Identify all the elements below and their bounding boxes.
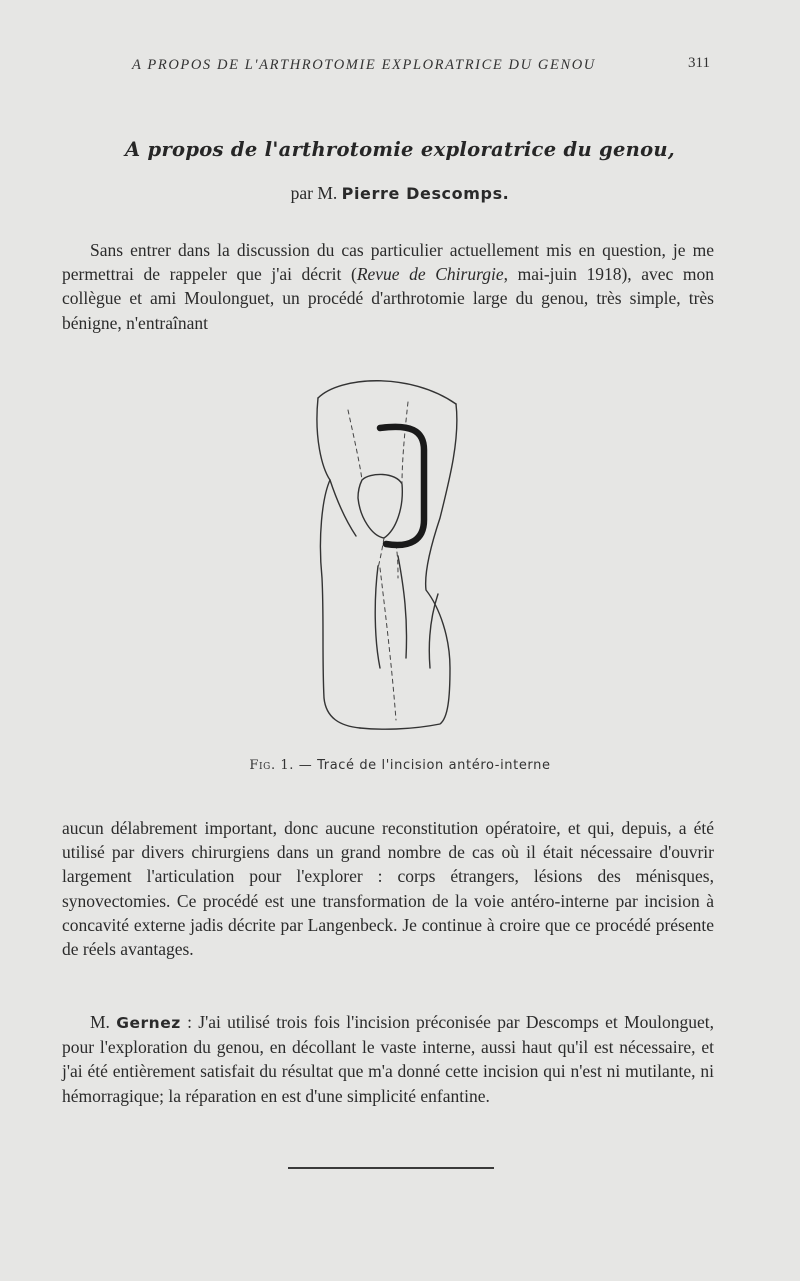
figure-label: Fig. 1. (249, 758, 295, 773)
paragraph-intro-text-b: , mai-juin 1918), avec mon collègue et ami Moulonguet, un procédé d'arthrotomie large du genou, très simple, très bénigne, n'entraînant (62, 264, 714, 333)
speaker-name: Gernez (116, 1014, 181, 1032)
paragraph-gernez-text: : J'ai utilisé trois fois l'incision préconisée par Descomps et Moulonguet, pour l'exploration du genou, en décollant le vaste interne, aussi haut qu'il est nécessaire, et j'ai été entièrement satisfait du résultat que m'a donné cette incision qui n'est ni mutilante, ni hémorragique; la réparation en est d'une simplicité enfantine. (62, 1012, 715, 1106)
thigh-outline-top (318, 381, 456, 404)
article-title: A propos de l'arthrotomie exploratrice du genou, (124, 138, 675, 161)
patella-outline (358, 474, 402, 538)
dashed-patella-lower (378, 538, 384, 568)
leg-outline-left (317, 398, 360, 728)
figure-caption (0, 758, 800, 773)
tibia-line-left (375, 566, 380, 668)
speaker-prefix: M. (90, 1012, 110, 1032)
paragraph-continuation: aucun délabrement important, donc aucune reconstitution opératoire, et qui, depuis, a été utilisé par divers chirurgiens dans un grand nombre de cas où il était nécessaire d'ouvrir largement l'articulation pour l'explorer : corps étrangers, lésions des ménisques, synovectomies. Ce procédé est une transformation de la voie antéro-interne par incision à concavité externe jadis décrite par Langenbeck. Je continue à croire que ce procédé présente de réels avantages. (62, 818, 714, 960)
dashed-line-right (402, 402, 408, 484)
citation-journal: Revue de Chirurgie (356, 264, 504, 285)
leg-outline-right (360, 404, 457, 729)
figure-caption-text: — Tracé de l'incision antéro-interne (298, 758, 551, 773)
shin-contour (429, 594, 438, 668)
paragraph-intro (62, 238, 714, 335)
dashed-line-left (348, 410, 362, 480)
end-of-article-rule (288, 1167, 494, 1169)
dashed-tibia (380, 568, 396, 720)
knee-incision-figure (300, 368, 480, 740)
leg-inner-contour (330, 480, 356, 536)
dashed-tendon (396, 544, 398, 578)
running-head: A PROPOS DE L'ARTHROTOMIE EXPLORATRICE DU GENOU (132, 57, 596, 73)
tibia-line-right (398, 556, 407, 658)
page-number: 311 (688, 55, 710, 71)
author-name: Pierre Descomps. (341, 184, 510, 203)
paragraph-intro-text-a: Sans entrer dans la discussion du cas particulier actuellement mis en question, je me permettrai de rappeler que j'ai décrit ( (62, 240, 714, 285)
byline (0, 183, 800, 204)
byline-prefix: par M. (290, 183, 338, 203)
paragraph-gernez (62, 1010, 714, 1108)
